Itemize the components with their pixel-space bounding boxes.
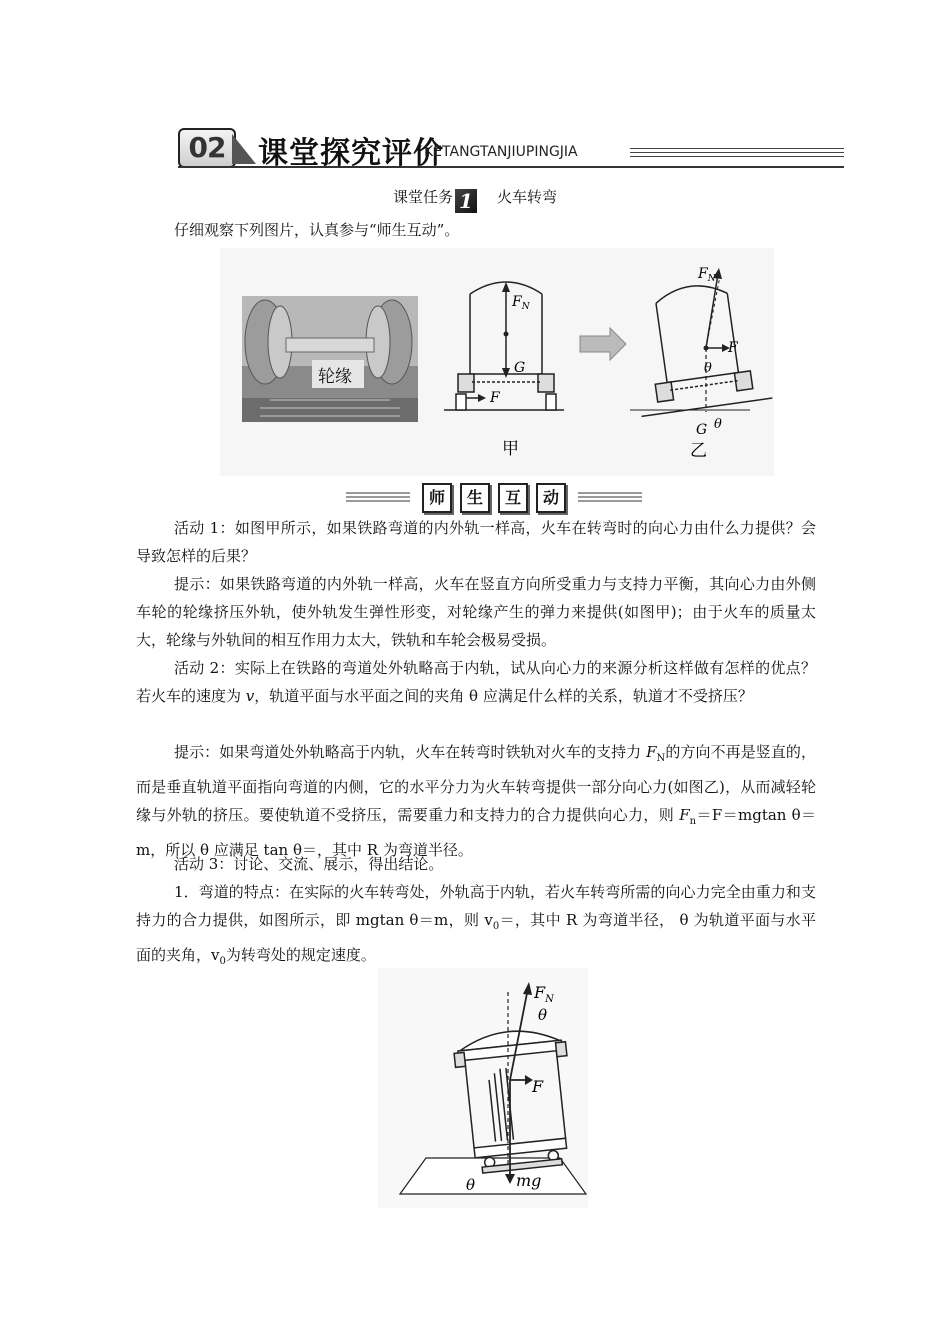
figure-tilted-train (378, 968, 588, 1208)
section-title: 课堂探究评价 (258, 136, 444, 171)
activity-2-question: 活动 2：实际上在铁路的弯道处外轨略高于内轨，试从向心力的来源分析这样做有怎样的优点？若火车的速度为 v，轨道平面与水平面之间的夹角 θ 应满足什么样的关系，轨道才不受挤压？ (136, 659, 816, 705)
fn-label: $F_N$ (512, 294, 530, 312)
banner-rule (630, 148, 844, 149)
banner-triangle-icon (232, 128, 258, 166)
diagram-yi (625, 277, 773, 416)
section-banner (178, 126, 844, 171)
point-1: 1．弯道的特点：在实际的火车转弯处，外轨高于内轨，若火车转弯所需的向心力完全由重力和支持力的合力提供，如图所示，即 mgtan θ＝m，则 $v_0=$，其中 R 为弯道半径， θ 为轨道平面与水平面的夹角，$v_0$为转弯处的规定速度。 (136, 883, 816, 967)
interaction-heading (346, 482, 642, 512)
g-label-yi: G (696, 422, 708, 438)
fn-arrowhead-icon (502, 282, 510, 292)
interaction-char: 生 (460, 483, 490, 513)
intro-text: 仔细观察下列图片，认真参与“师生互动”。 (174, 221, 460, 239)
activity-3: 活动 3：讨论、交流、展示，得出结论。 (174, 855, 444, 873)
section-pinyin: KETANGTANJIUPINGJIA (424, 144, 578, 160)
transition-arrow-icon (580, 328, 626, 360)
mg-label: mg (516, 1171, 542, 1190)
figure-train-turning-svg (220, 248, 774, 476)
wheelset-photo (242, 296, 418, 422)
f-label-yi: F (728, 340, 738, 356)
fn-arrow-yi (706, 274, 718, 348)
caption-jia: 甲 (502, 439, 519, 459)
figure-train-turning (220, 248, 774, 476)
fn-arrowhead-fig2-icon (523, 982, 532, 995)
center-dot-yi (704, 346, 709, 351)
theta-bottom-label: θ (466, 1176, 476, 1194)
interaction-char: 互 (498, 483, 528, 513)
task-label: 课堂任务 (392, 188, 453, 206)
g-label: G (514, 360, 526, 376)
theta-label-yi: θ (704, 361, 712, 376)
banner-base-rule (178, 166, 844, 168)
right-rule-icon (578, 490, 642, 504)
wheel-rim-label: 轮缘 (318, 367, 352, 387)
task-number-badge: 1 (455, 189, 477, 213)
figure-tilted-train-svg (378, 968, 588, 1208)
activity-2-hint: 提示：如果弯道处外轨略高于内轨，火车在转弯时铁轨对火车的支持力 $F_N$的方向不再是竖直的，而是垂直轨道平面指向弯道的内侧，它的水平分力为火车转弯提供一部分向心力(如图乙)，从而减轻轮缘与外轨的挤压。要使轨道不受挤压，需要重力和支持力的合力提供向心力，则 $F_n=F=mgtan$ θ＝m，所以 θ 应满足 tan θ＝，其中 R 为弯道半径。 (136, 743, 816, 859)
activity-1-hint: 提示：如果铁路弯道的内外轨一样高，火车在竖直方向所受重力与支持力平衡，其向心力由外侧车轮的轮缘挤压外轨，使外轨发生弹性形变，对轮缘产生的弹力来提供(如图甲)；由于火车的质量太大，轮缘与外轨间的相互作用力太大，铁轨和车轮会极易受损。 (136, 575, 816, 649)
center-dot (504, 332, 509, 337)
theta-top-label: θ (538, 1006, 548, 1024)
activity-1-question: 活动 1：如图甲所示，如果铁路弯道的内外轨一样高，火车在转弯时的向心力由什么力提供？会导致怎样的后果？ (136, 519, 816, 565)
f-label-jia: F (490, 390, 500, 406)
theta-angle-label: θ (714, 417, 722, 432)
g-arrowhead-icon (502, 368, 510, 378)
diagram-jia (444, 282, 564, 410)
interaction-char: 师 (422, 483, 452, 513)
f-label-fig2: F (532, 1077, 544, 1096)
left-rule-icon (346, 490, 410, 504)
banner-rule (630, 156, 844, 157)
task-topic: 火车转弯 (497, 188, 558, 206)
task-heading (0, 186, 950, 213)
banner-rule (630, 152, 844, 153)
f-arrowhead-icon (478, 394, 486, 402)
section-number: 02 (178, 128, 236, 168)
caption-yi: 乙 (690, 441, 707, 461)
fn-label-fig2: $F_N$ (534, 983, 554, 1005)
fn-label-yi: $F_N$ (698, 266, 716, 284)
interaction-char: 动 (536, 483, 566, 513)
